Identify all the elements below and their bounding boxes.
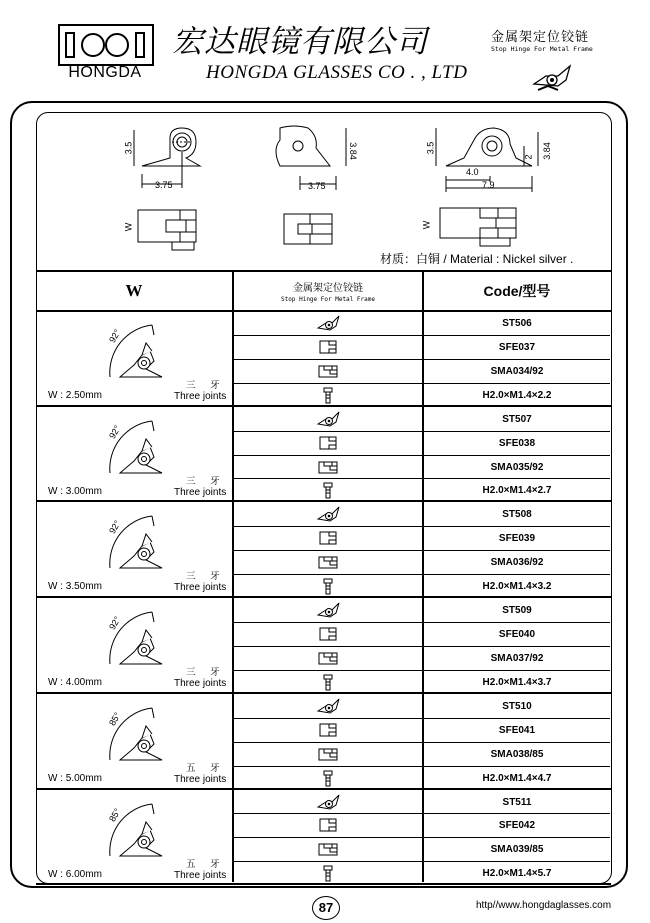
row-rule [234,766,610,767]
angle-label: 92° [107,423,123,441]
page-number: 87 [312,896,340,920]
dim-label: 3.5 [425,141,436,155]
row-rule [234,574,610,575]
group-rule [36,788,611,790]
hinge-icon [316,697,340,715]
width-label: W : 2.50mm [48,390,102,401]
frame-hinge-icon [316,338,340,356]
lug-hinge-icon [316,553,340,571]
dim-label: 3.84 [541,142,552,160]
part-code: H2.0×M1.4×2.2 [482,389,552,401]
part-code: H2.0×M1.4×3.7 [482,676,552,688]
company-name-cn: 宏达眼镜有限公司 [172,24,428,60]
width-label: W : 3.50mm [48,581,102,593]
part-code: SMA038/85 [490,748,544,760]
column-header-hinge-en: Stop Hinge For Metal Frame [281,296,375,303]
joints-label-en: Three joints [174,391,227,402]
screw-icon [316,577,340,595]
joints-label-cn: 五 牙 [186,762,226,774]
part-code: ST508 [502,509,532,521]
row-rule [234,359,610,360]
frame-hinge-icon [316,625,340,643]
part-code: SFE041 [498,724,536,736]
row-rule [234,526,610,527]
angle-label: 92° [107,518,123,536]
joints-label-en: Three joints [174,869,227,881]
group-rule [36,692,611,694]
screw-icon [316,864,340,882]
part-code: H2.0×M1.4×3.2 [482,581,552,593]
part-code: ST510 [502,700,532,712]
lug-hinge-icon [316,458,340,476]
dim-label: 4.0 [466,167,479,177]
joints-label-cn: 三 牙 [186,380,226,391]
joints-label-cn: 三 牙 [186,475,226,487]
part-code: SFE039 [498,533,536,545]
row-rule [234,646,610,647]
group-rule [36,405,611,407]
column-divider [232,270,234,882]
dim-label: 2 [523,154,534,160]
frame-hinge-icon [316,816,340,834]
frame-hinge-icon [316,434,340,452]
part-code: ST511 [502,796,532,808]
product-title-cn: 金属架定位铰链 [491,29,590,44]
dim-label: 7.9 [482,180,495,190]
lug-hinge-icon [316,649,340,667]
lug-hinge-icon [316,840,340,858]
joints-label-cn: 三 牙 [186,667,226,679]
joints-label-en: Three joints [174,773,227,785]
material-note: 材质：白铜 / Material : Nickel silver . [380,252,574,266]
column-divider [422,270,424,882]
part-code: SMA034/92 [490,365,544,377]
part-code: SFE040 [498,629,536,641]
logo-icon [60,26,152,64]
hinge-icon [316,505,340,523]
joints-label-en: Three joints [174,678,227,690]
part-code: H2.0×M1.4×4.7 [482,772,552,784]
part-code: SMA035/92 [490,461,544,473]
dim-label: W [421,220,432,230]
screw-icon [316,481,340,499]
row-rule [234,742,610,743]
hinge-icon [316,314,340,332]
dim-label: W [123,222,134,232]
logo-text: HONGDA [68,64,142,81]
row-rule [234,335,610,336]
lug-hinge-icon [316,362,340,380]
part-code: ST507 [502,413,532,425]
column-header-w-label: W [125,281,143,300]
part-code: H2.0×M1.4×5.7 [482,868,552,880]
row-rule [234,478,610,479]
screw-icon [316,769,340,787]
frame-hinge-icon [316,529,340,547]
screw-icon [316,673,340,691]
part-code: SFE042 [498,820,536,832]
website-url: http//www.hongdaglasses.com [476,900,612,911]
product-title-en: Stop Hinge For Metal Frame [491,45,593,53]
width-label: W : 3.00mm [48,485,102,497]
dim-label: 3.5 [123,141,134,155]
hinge-side-view-2 [280,212,350,252]
row-rule [234,455,610,456]
angle-label: 85° [107,806,123,823]
angle-label: 92° [107,327,123,345]
joints-label-cn: 三 牙 [186,571,226,583]
dim-label: 3.75 [308,181,326,191]
angle-label: 85° [107,710,123,728]
part-code: SMA039/85 [490,844,544,856]
company-logo [58,24,154,66]
row-rule [234,431,610,432]
column-header-hinge-cn: 金属架定位铰链 [293,283,363,294]
group-rule [36,500,611,502]
hinge-icon [316,601,340,619]
row-rule [234,670,610,671]
group-rule [36,596,611,598]
row-rule [234,861,610,862]
column-header-code [424,272,610,310]
frame-hinge-icon [316,721,340,739]
hinge-icon [316,410,340,428]
row-rule [234,622,610,623]
column-header-w [36,272,232,310]
row-rule [234,718,610,719]
hinge-icon [316,793,340,811]
joints-label-cn: 五 牙 [186,858,226,870]
angle-label: 92° [107,614,123,632]
column-header-code-label: Code/型号 [483,283,551,299]
company-name-en: HONGDA GLASSES CO . , LTD [206,62,468,83]
part-code: SMA037/92 [490,652,544,664]
part-code: SFE038 [498,437,536,449]
part-code: SFE037 [498,341,536,353]
dim-label: 3.75 [155,180,173,190]
joints-label-en: Three joints [174,582,227,594]
row-rule [234,813,610,814]
dim-label: 3.84 [347,142,358,160]
row-rule [234,550,610,551]
part-code: H2.0×M1.4×2.7 [482,485,552,497]
table-header-rule [36,310,611,312]
row-rule [234,383,610,384]
hinge-icon [532,62,572,96]
part-code: SMA036/92 [490,557,544,569]
width-label: W : 5.00mm [48,772,102,784]
lug-hinge-icon [316,745,340,763]
screw-icon [316,386,340,404]
part-code: ST506 [502,318,532,329]
width-label: W : 4.00mm [48,677,102,689]
row-rule [234,837,610,838]
part-code: ST509 [502,605,532,617]
group-rule [36,883,611,885]
hinge-side-view-1 [128,206,208,256]
width-label: W : 6.00mm [48,868,102,880]
joints-label-en: Three joints [174,486,227,498]
hinge-side-view-3 [436,206,526,251]
column-header-hinge [234,272,422,310]
